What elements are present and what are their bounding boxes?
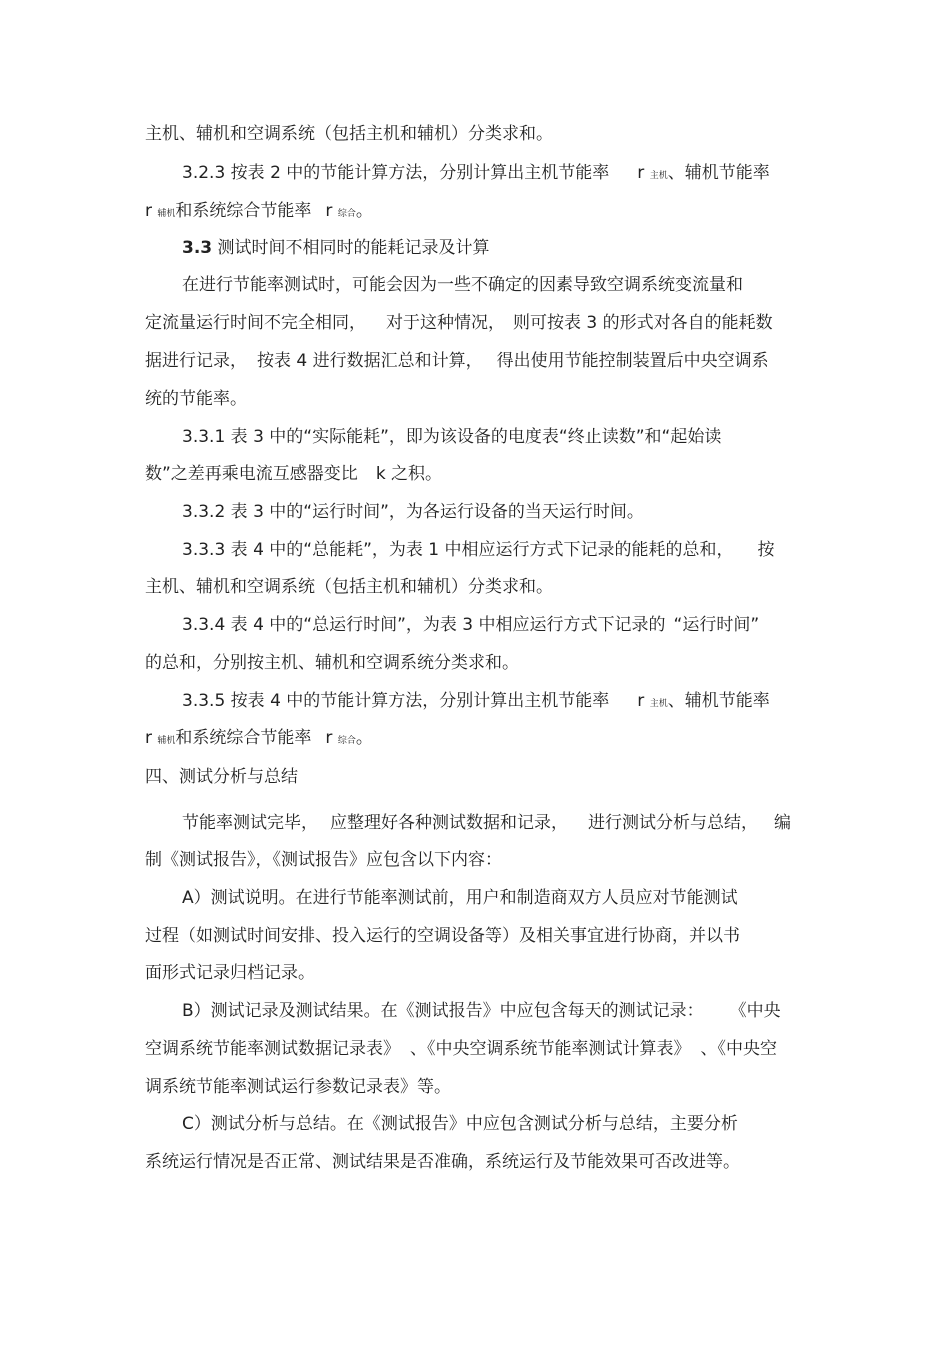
section-heading: 四、测试分析与总结	[145, 767, 298, 787]
text-line: 调系统节能率测试运行参数记录表》等。	[145, 1077, 451, 1097]
text-line: 在进行节能率测试时，可能会因为一些不确定的因素导致空调系统变流量和	[182, 275, 743, 295]
text-line: 的总和，分别按主机、辅机和空调系统分类求和。	[145, 653, 519, 673]
text-line: 主机、辅机和空调系统（包括主机和辅机）分类求和。	[145, 577, 553, 597]
text-line: 统的节能率。	[145, 389, 247, 409]
text-line: r 辅机和系统综合节能率 r 综合。	[145, 728, 373, 748]
text-line: 系统运行情况是否正常、测试结果是否准确，系统运行及节能效果可否改进等。	[145, 1152, 740, 1172]
text-line: 数”之差再乘电流互感器变比 k 之积。	[145, 464, 443, 484]
text-line: 据进行记录， 按表 4 进行数据汇总和计算， 得出使用节能控制装置后中央空调系	[145, 351, 769, 371]
text-line: 主机、辅机和空调系统（包括主机和辅机）分类求和。	[145, 124, 553, 144]
text-line: C）测试分析与总结。在《测试报告》中应包含测试分析与总结，主要分析	[182, 1114, 738, 1134]
text-line: 3.3.5 按表 4 中的节能计算方法，分别计算出主机节能率 r 主机、辅机节能率	[182, 691, 770, 711]
text-line: 3.2.3 按表 2 中的节能计算方法，分别计算出主机节能率 r 主机、辅机节能率	[182, 163, 770, 183]
text-line: 3.3.3 表 4 中的“总能耗”，为表 1 中相应运行方式下记录的能耗的总和， 按	[182, 540, 775, 560]
text-line: A）测试说明。在进行节能率测试前，用户和制造商双方人员应对节能测试	[182, 888, 738, 908]
text-line: 空调系统节能率测试数据记录表》 、《中央空调系统节能率测试计算表》 、《中央空	[145, 1039, 777, 1059]
section-heading: 3.3 测试时间不相同时的能耗记录及计算	[182, 238, 490, 258]
text-line: 面形式记录归档记录。	[145, 963, 315, 983]
text-line: 节能率测试完毕， 应整理好各种测试数据和记录， 进行测试分析与总结， 编	[182, 813, 791, 833]
text-line: 定流量运行时间不完全相同， 对于这种情况， 则可按表 3 的形式对各自的能耗数	[145, 313, 773, 333]
text-line: 3.3.1 表 3 中的“实际能耗”，即为该设备的电度表“终止读数”和“起始读	[182, 427, 722, 447]
text-line: 3.3.4 表 4 中的“总运行时间”，为表 3 中相应运行方式下记录的 “运行时间”	[182, 615, 760, 635]
text-line: r 辅机和系统综合节能率 r 综合。	[145, 201, 373, 221]
text-line: B）测试记录及测试结果。在《测试报告》中应包含每天的测试记录： 《中央	[182, 1001, 781, 1021]
text-line: 制《测试报告》，《测试报告》应包含以下内容：	[145, 850, 502, 870]
text-line: 过程（如测试时间安排、投入运行的空调设备等）及相关事宜进行协商，并以书	[145, 926, 740, 946]
text-line: 3.3.2 表 3 中的“运行时间”，为各运行设备的当天运行时间。	[182, 502, 644, 522]
